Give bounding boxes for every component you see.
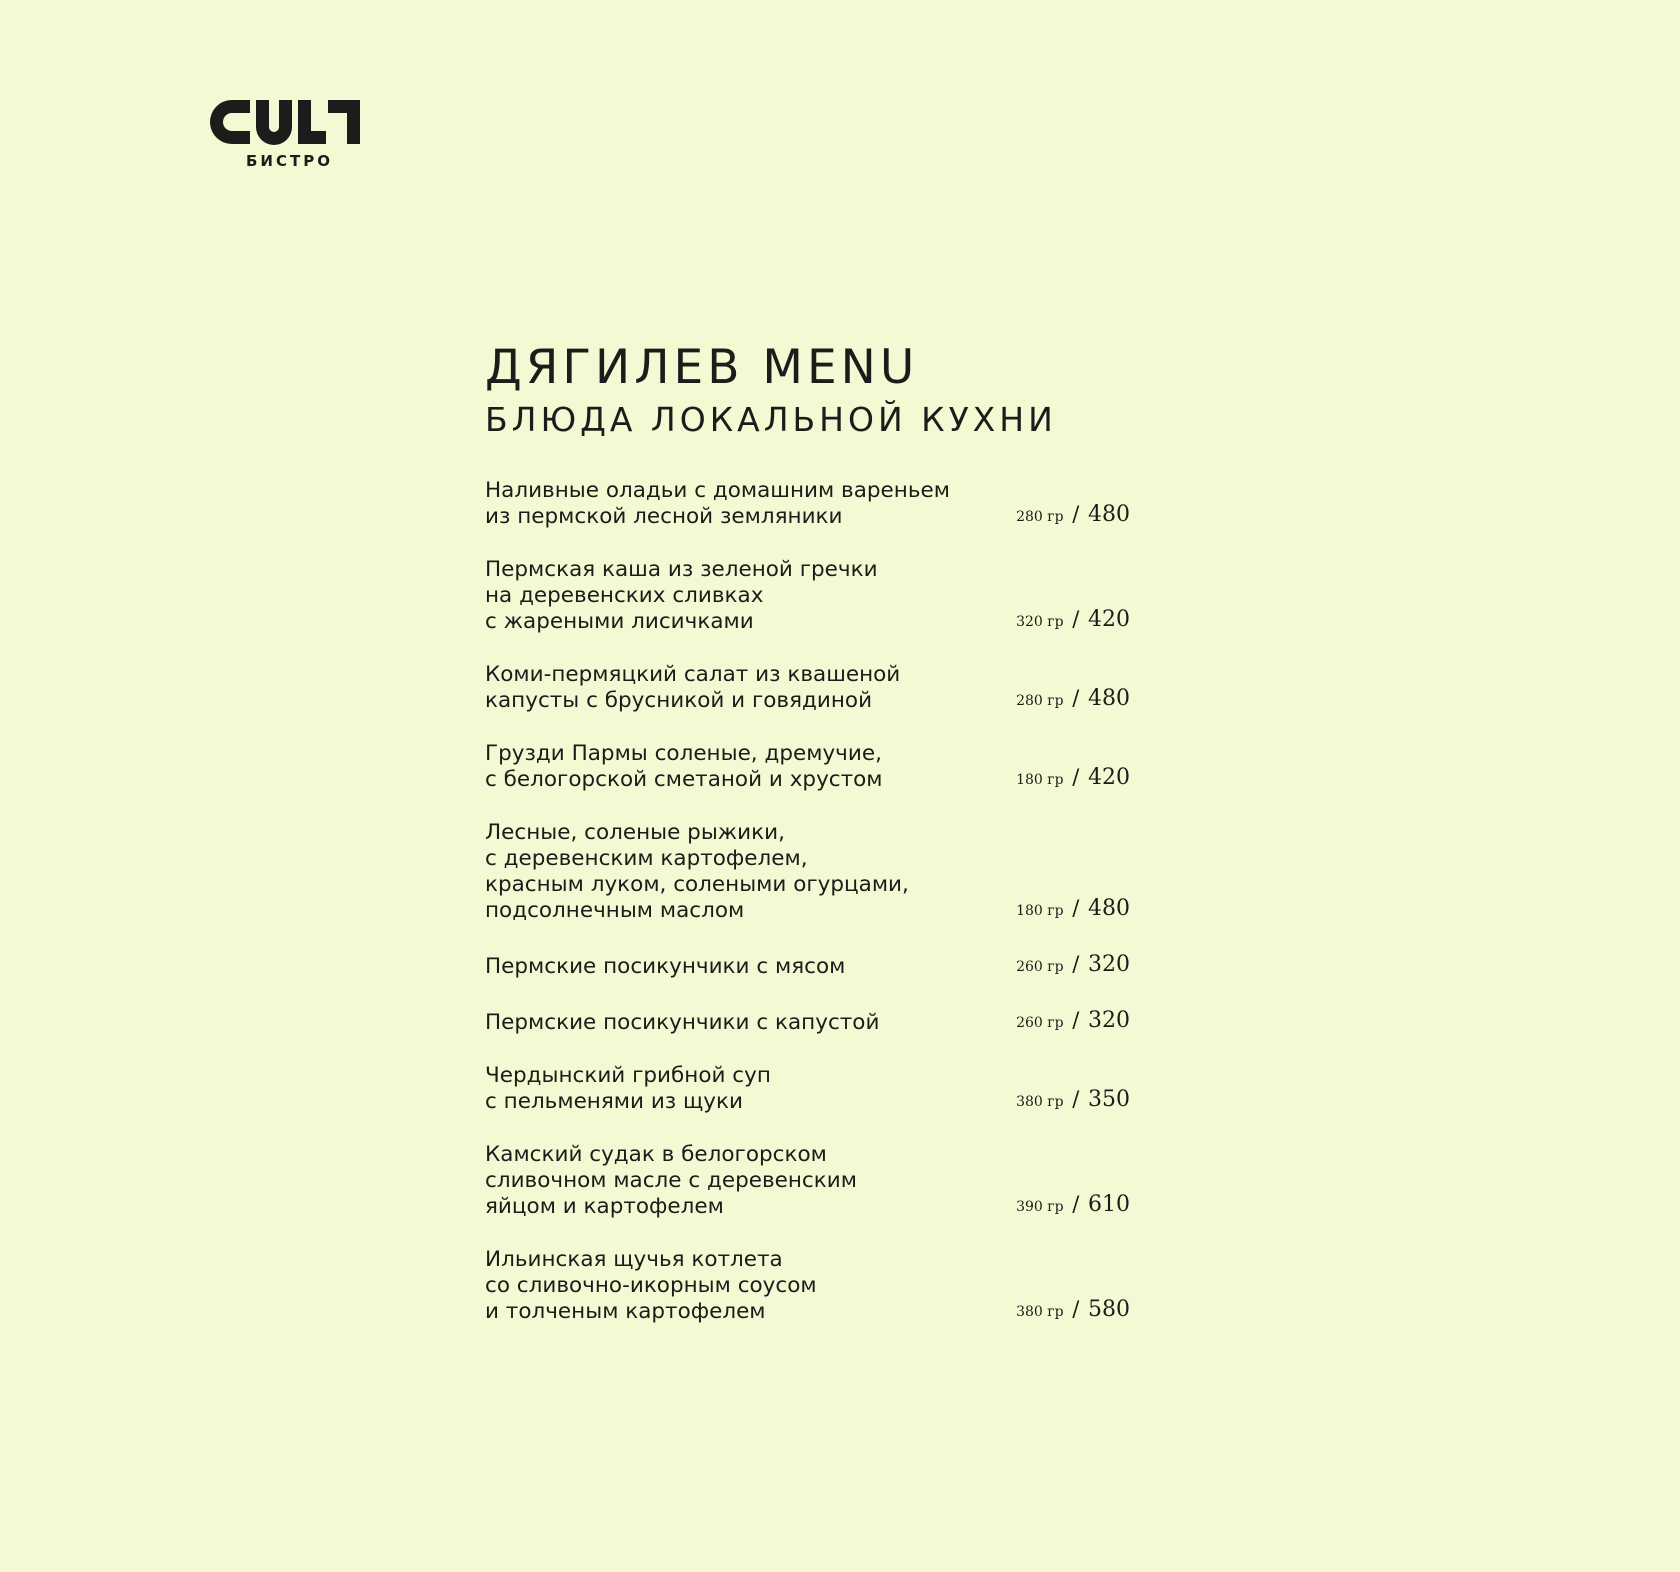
menu-item-weight: 260 гр <box>1016 1014 1064 1031</box>
menu-item-name: Грузди Пармы соленые, дремучие, с белогорской сметаной и хрустом <box>485 740 883 792</box>
menu-item-name: Пермские посикунчики с капустой <box>485 1009 880 1035</box>
menu-item-cost: 480 <box>1088 685 1130 711</box>
menu-item <box>485 741 1130 793</box>
menu-item <box>485 820 1130 924</box>
menu-subtitle: БЛЮДА ЛОКАЛЬНОЙ КУХНИ <box>485 400 1057 440</box>
menu-item-cost: 480 <box>1088 895 1130 921</box>
menu-item-price: 180 гр / 420 <box>1016 764 1130 790</box>
menu-item-weight: 320 гр <box>1016 613 1064 630</box>
menu-item-price: 380 гр / 580 <box>1016 1296 1130 1322</box>
menu-item-price: 280 гр / 480 <box>1016 685 1130 711</box>
cult-logo-icon <box>210 96 360 150</box>
menu-item-weight: 260 гр <box>1016 958 1064 975</box>
menu-item-cost: 420 <box>1088 764 1130 790</box>
menu-item <box>485 478 1130 530</box>
menu-item-price: 390 гр / 610 <box>1016 1191 1130 1217</box>
menu-section <box>485 340 1130 1352</box>
menu-item-cost: 580 <box>1088 1296 1130 1322</box>
menu-item-price: 260 гр / 320 <box>1016 951 1130 977</box>
menu-item <box>485 951 1130 980</box>
menu-item-weight: 180 гр <box>1016 902 1064 919</box>
menu-item <box>485 1247 1130 1325</box>
menu-item-cost: 610 <box>1088 1191 1130 1217</box>
menu-item-cost: 320 <box>1088 951 1130 977</box>
menu-title: ДЯГИЛЕВ MENU <box>485 340 919 395</box>
menu-item-weight: 390 гр <box>1016 1198 1064 1215</box>
menu-item-weight: 180 гр <box>1016 771 1064 788</box>
menu-item-name: Чердынский грибной суп с пельменями из щуки <box>485 1062 771 1114</box>
menu-item-cost: 480 <box>1088 501 1130 527</box>
menu-item-name: Камский судак в белогорском сливочном масле с деревенским яйцом и картофелем <box>485 1141 857 1219</box>
menu-item-cost: 350 <box>1088 1086 1130 1112</box>
menu-item <box>485 1142 1130 1220</box>
menu-item-cost: 420 <box>1088 606 1130 632</box>
menu-item-cost: 320 <box>1088 1007 1130 1033</box>
menu-item-price: 180 гр / 480 <box>1016 895 1130 921</box>
menu-item-name: Коми-пермяцкий салат из квашеной капусты с брусникой и говядиной <box>485 661 901 713</box>
menu-item-weight: 280 гр <box>1016 692 1064 709</box>
menu-item-name: Лесные, соленые рыжики, с деревенским картофелем, красным луком, солеными огурцами, подсолнечным маслом <box>485 819 909 923</box>
menu-item-name: Пермская каша из зеленой гречки на деревенских сливках с жареными лисичками <box>485 556 878 634</box>
menu-item-price: 260 гр / 320 <box>1016 1007 1130 1033</box>
menu-item <box>485 1063 1130 1115</box>
menu-items <box>485 478 1130 1325</box>
menu-item-price: 380 гр / 350 <box>1016 1086 1130 1112</box>
menu-item-price: 280 гр / 480 <box>1016 501 1130 527</box>
menu-item <box>485 662 1130 714</box>
menu-item-price: 320 гр / 420 <box>1016 606 1130 632</box>
menu-item-weight: 380 гр <box>1016 1093 1064 1110</box>
logo <box>210 96 360 170</box>
logo-subtitle: БИСТРО <box>246 152 333 170</box>
menu-item-name: Ильинская щучья котлета со сливочно-икорным соусом и толченым картофелем <box>485 1246 817 1324</box>
menu-item <box>485 1007 1130 1036</box>
menu-item-weight: 280 гр <box>1016 508 1064 525</box>
menu-item-name: Пермские посикунчики с мясом <box>485 953 846 979</box>
menu-item <box>485 557 1130 635</box>
menu-item-weight: 380 гр <box>1016 1303 1064 1320</box>
menu-item-name: Наливные оладьи с домашним вареньем из пермской лесной земляники <box>485 477 950 529</box>
